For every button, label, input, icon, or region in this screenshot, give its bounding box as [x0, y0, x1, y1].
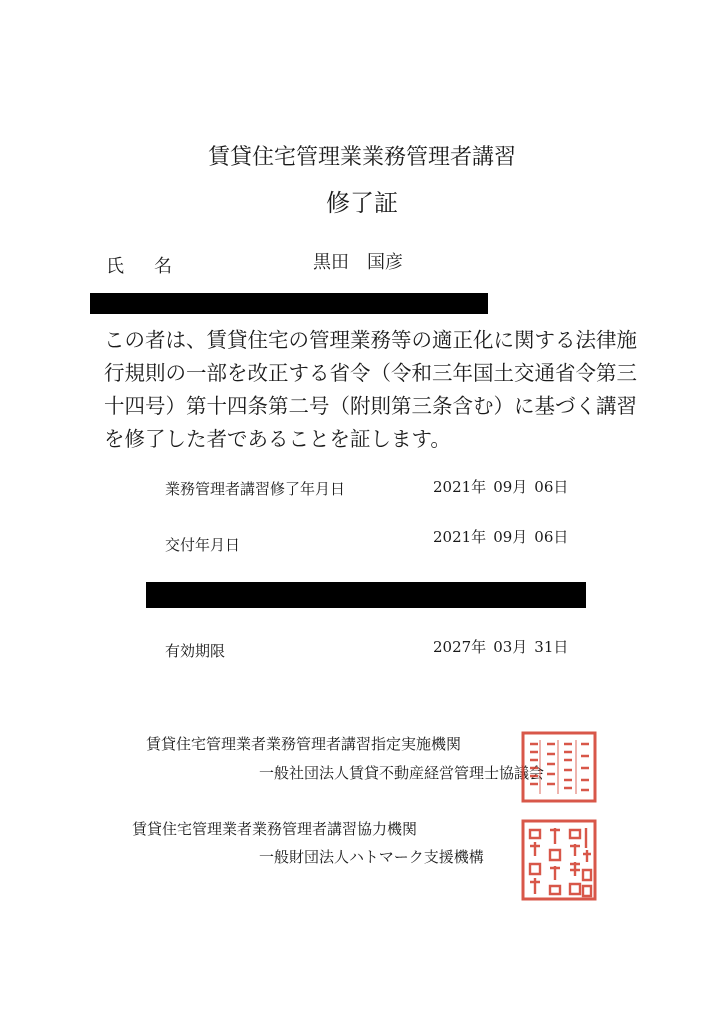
month: 03月 [493, 638, 528, 656]
name-label-part2: 名 [154, 256, 172, 277]
redaction-bar [90, 293, 488, 314]
month: 09月 [493, 478, 528, 496]
expiry-date-label: 有効期限 [165, 642, 226, 660]
seal-stamp-1 [520, 730, 598, 804]
certificate-title: 修了証 [326, 189, 398, 217]
completion-date-value [433, 476, 568, 497]
year: 2021年 [433, 478, 487, 496]
name-label [106, 252, 172, 278]
day: 06日 [534, 528, 569, 546]
issuer2-name: 一般財団法人ハトマーク支援機構 [259, 848, 484, 866]
month: 09月 [493, 528, 528, 546]
seal-stamp-2 [520, 818, 598, 902]
issuer1-role: 賃貸住宅管理業者業務管理者講習指定実施機関 [146, 735, 462, 753]
year: 2027年 [433, 638, 487, 656]
certification-statement [104, 324, 637, 456]
statement-line: 行規則の一部を改正する省令（令和三年国土交通省令第三 [104, 361, 637, 385]
day: 31日 [534, 638, 569, 656]
year: 2021年 [433, 528, 487, 546]
certificate-course-title: 賃貸住宅管理業業務管理者講習 [207, 145, 516, 170]
name-label-part1: 氏 [106, 256, 124, 277]
expiry-date-value [433, 636, 568, 657]
redaction-bar [146, 582, 586, 608]
issue-date-label: 交付年月日 [165, 536, 241, 554]
completion-date-label: 業務管理者講習修了年月日 [165, 480, 346, 498]
statement-line: 十四号）第十四条第二号（附則第三条含む）に基づく講習 [104, 394, 637, 418]
issue-date-value [433, 526, 568, 547]
statement-line: この者は、賃貸住宅の管理業務等の適正化に関する法律施 [104, 328, 637, 352]
day: 06日 [534, 478, 569, 496]
recipient-name: 黒田 国彦 [313, 252, 403, 273]
issuer1-name: 一般社団法人賃貸不動産経営管理士協議会 [259, 764, 545, 782]
issuer2-role: 賃貸住宅管理業者業務管理者講習協力機関 [132, 820, 418, 838]
statement-line: を修了した者であることを証します。 [104, 427, 451, 451]
